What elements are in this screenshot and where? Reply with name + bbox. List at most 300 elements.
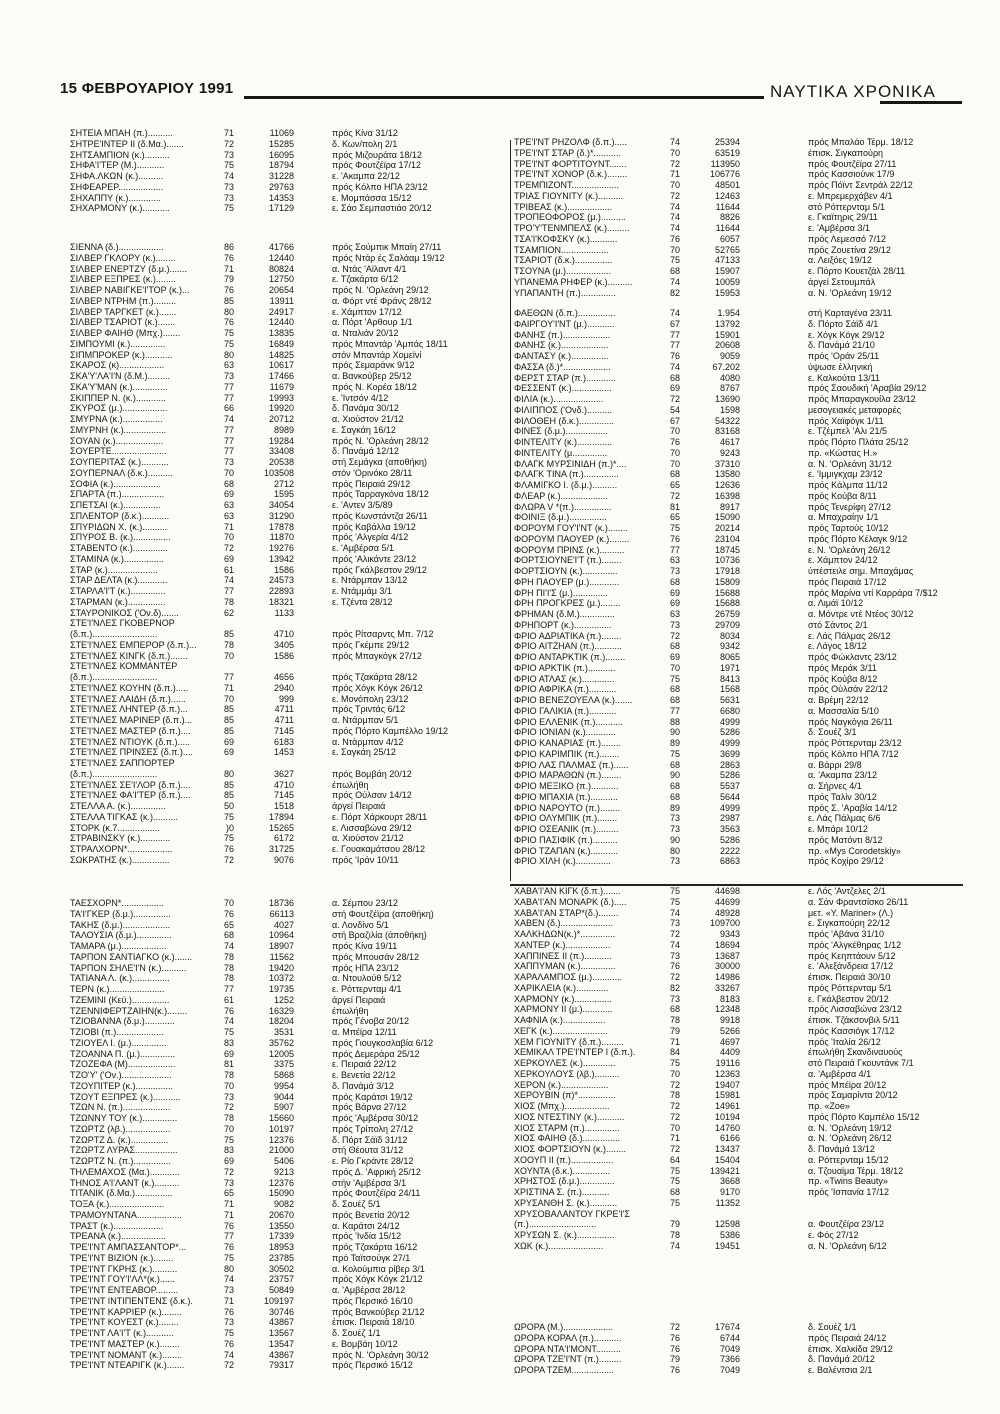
position-info: α. Σήρνες 4/1 — [808, 781, 862, 791]
position-info: έπωλήθη — [332, 779, 369, 790]
tonnage: 15688 — [714, 598, 740, 609]
tonnage: 18794 — [268, 160, 294, 171]
tonnage: 30746 — [268, 1306, 294, 1317]
build-year: 68 — [669, 266, 680, 276]
position-info: α. Φόρτ ντέ Φράνς 28/12 — [332, 295, 432, 306]
listing-row — [514, 1219, 954, 1230]
tonnage: 19284 — [268, 435, 294, 446]
vessel-name: ΣΟΥΕΡΤΕ...................... — [70, 446, 167, 457]
position-info: ε. Σάο Σεμπαστιάο 20/12 — [332, 203, 432, 214]
position-info: πρός Βενετία 20/12 — [332, 1209, 410, 1220]
vessel-name: ΦΡΙΟ ΠΑΣΙΦΙΚ (π.).......... — [514, 834, 618, 845]
vessel-name: ΦΛΑΜΙΓΚΟ Ι. (δ.μ.).......... — [514, 480, 618, 490]
vessel-name: ΦΡΗ ΠΙ'Ι'Σ (μ.).............. — [514, 587, 608, 598]
listing-row — [514, 1365, 954, 1376]
listing-row — [514, 641, 954, 652]
tonnage: 1598 — [719, 404, 740, 415]
listing-row — [514, 1144, 954, 1155]
vessel-name: ΧΡΙΣΤΙΝΑ Σ. (π.)........... — [514, 1187, 610, 1197]
build-year: 50 — [223, 801, 234, 811]
tonnage: 8917 — [719, 501, 740, 512]
tonnage: 1.954 — [717, 308, 740, 318]
position-info: πρός Κόλπο ΗΠΑ 7/12 — [808, 748, 899, 759]
build-year: 77 — [669, 329, 680, 340]
listing-row — [70, 242, 510, 253]
listing-row — [514, 223, 954, 234]
build-year: 69 — [669, 652, 680, 662]
listing-row — [514, 813, 954, 824]
vessel-name: ΦΡΙΟ ΟΣΕΑΝΙΚ (π.)......... — [514, 824, 619, 834]
listing-row — [70, 360, 510, 371]
position-info: πρός Πειραιά 24/12 — [808, 1332, 887, 1343]
listing-row — [70, 128, 510, 139]
vessel-name: ΣΙΛΒΕΡ ΕΞΠΡΕΣ (κ.)........ — [70, 274, 176, 285]
build-year: 67 — [669, 415, 680, 426]
listing-row — [70, 532, 510, 543]
vessel-name: ΩΡΟΡΑ ΝΤΑ'Ι'ΜΟΝΤ.......... — [514, 1343, 621, 1354]
build-year: 75 — [669, 1176, 680, 1187]
position-info: ε. Μομπάσσα 15/12 — [332, 192, 412, 203]
position-info: πρός Ν. 'Ορλεάνη 28/12 — [332, 435, 429, 446]
listing-row — [514, 609, 954, 620]
column-divider — [510, 140, 511, 881]
listing-row — [70, 1188, 510, 1199]
tonnage: 20670 — [268, 1209, 294, 1220]
tonnage: 16849 — [268, 338, 294, 349]
build-year: 73 — [669, 993, 680, 1004]
build-year: 68 — [223, 478, 234, 489]
build-year: 70 — [669, 447, 680, 458]
build-year: 71 — [669, 1133, 680, 1144]
tonnage: 15090 — [714, 512, 740, 523]
tonnage: 23104 — [714, 533, 740, 544]
build-year: 68 — [669, 781, 680, 791]
vessel-name: ΤΗΛΕΜΑΧΟΣ (Μα.)............ — [70, 1166, 180, 1177]
build-year: 74 — [669, 1240, 680, 1251]
listing-row — [514, 940, 954, 951]
listing-row — [70, 586, 510, 597]
tonnage: 5286 — [719, 834, 740, 845]
position-info: ε. 'Ιντσόν 4/12 — [332, 392, 389, 403]
listing-row — [514, 695, 954, 706]
tonnage: 3699 — [719, 748, 740, 759]
listing-row — [514, 459, 954, 470]
listing-row — [70, 253, 510, 264]
build-year: 79 — [669, 1354, 680, 1365]
build-year: 73 — [669, 824, 680, 834]
build-year: 61 — [223, 564, 234, 575]
vessel-name: ΣΟΦΙΑ (κ.)................... — [70, 478, 161, 489]
listing-row — [514, 824, 954, 835]
position-info: πρός Τζακάρτα 28/12 — [332, 672, 418, 682]
vessel-name: ΤΖΙΟΒΑΝΝΑ (δ.μ.)............ — [70, 1016, 175, 1027]
tonnage: 16398 — [714, 490, 740, 501]
tonnage: 10372 — [268, 973, 294, 984]
position-info: δ. Σουέζ 1/1 — [808, 1322, 857, 1332]
tonnage: 24573 — [268, 575, 294, 586]
tonnage: 18745 — [714, 544, 740, 555]
listing-row — [514, 319, 954, 330]
build-year: 90 — [669, 770, 680, 781]
vessel-name: ΤΡΕ'Ι'ΝΤ ΝΟΜΑΝΤ (κ.)........ — [70, 1349, 183, 1360]
build-year: 70 — [223, 898, 234, 908]
tonnage: 12750 — [268, 274, 294, 285]
position-info: πρός Λεμεσσό 7/12 — [808, 233, 887, 244]
tonnage: 19920 — [268, 403, 294, 414]
build-year: 78 — [223, 951, 234, 962]
vessel-name: ΣΤΕ'Ι'ΝΛΕΣ ΕΜΠΕΡΟΡ (δ.π.)... — [70, 639, 197, 650]
vessel-name: ΣΤΕ'Ι'ΝΛΕΣ ΚΟΜΜΑΝΤΕΡ — [70, 661, 178, 672]
tonnage: 20538 — [268, 457, 294, 467]
vessel-name: ΣΤΑΒΕΝΤΟ (κ.).............. — [70, 543, 168, 553]
tonnage: 17129 — [268, 203, 294, 214]
tonnage: 5537 — [719, 781, 740, 791]
position-info: ε. Χάμπτον 17/12 — [332, 306, 402, 317]
tonnage: 26759 — [714, 609, 740, 619]
listing-row — [514, 1080, 954, 1091]
tonnage: 15901 — [714, 329, 740, 340]
tonnage: 8413 — [719, 673, 740, 684]
tonnage: 11644 — [715, 201, 740, 212]
build-year: 69 — [223, 489, 234, 500]
vessel-name: ΦΡΙΟ ΓΑΛΙΚΙΑ (π.)........... — [514, 705, 617, 716]
build-year: 74 — [223, 171, 234, 181]
position-info: α. Ν. 'Ορλεάνη 26/12 — [808, 1133, 892, 1144]
tonnage: 31228 — [268, 171, 294, 181]
listing-row — [70, 758, 510, 769]
tonnage: 8767 — [719, 383, 740, 394]
tonnage: 1595 — [273, 489, 294, 500]
tonnage: 8065 — [719, 652, 740, 662]
position-info: πρός Ναγκόγια 26/11 — [808, 716, 893, 727]
listing-row — [70, 640, 510, 651]
listing-row — [514, 255, 954, 266]
vessel-name: ΤΡΑΜΟΥΝΤΑΝΑ.................. — [70, 1209, 182, 1220]
position-info: πρός Μπαλάο Τέρμ. 18/12 — [808, 137, 914, 147]
vessel-name: ΣΤΑΡ (κ.).................... — [70, 564, 158, 575]
tonnage: 14961 — [714, 1101, 740, 1111]
tonnage: 6172 — [273, 833, 294, 844]
tonnage: 19451 — [714, 1240, 740, 1251]
listing-row — [70, 629, 510, 640]
position-info: πρός Ζουετίνα 29/12 — [808, 244, 891, 255]
tonnage: 15809 — [714, 576, 740, 587]
tonnage: 9342 — [719, 641, 740, 652]
listing-row — [70, 1113, 510, 1124]
position-info: ε. Γουακαμάτσου 28/12 — [332, 844, 426, 854]
listing-row — [514, 972, 954, 983]
vessel-name: ΦΡΙΟ ΜΕΞΙΚΟ (π.)........... — [514, 781, 619, 791]
tonnage: 23757 — [268, 1274, 294, 1285]
build-year: 71 — [669, 1036, 680, 1047]
vessel-name: ΣΤΑΡΛΑ'Ι'Τ (κ.).............. — [70, 586, 166, 596]
build-year: 76 — [223, 1242, 234, 1252]
listing-row — [514, 846, 954, 857]
tonnage: 13911 — [269, 295, 294, 306]
build-year: 68 — [669, 791, 680, 802]
build-year: 72 — [669, 929, 680, 939]
tonnage: 9076 — [273, 854, 294, 865]
tonnage: 18953 — [268, 1242, 294, 1252]
build-year: 78 — [669, 1090, 680, 1101]
build-year: 79 — [223, 274, 234, 285]
listing-row — [514, 1026, 954, 1037]
build-year: 67 — [669, 318, 680, 329]
listing-row — [514, 663, 954, 674]
tonnage: 3375 — [273, 1059, 294, 1070]
position-info: άργεί Σετουμπάλ — [808, 276, 876, 287]
listing-row — [514, 1354, 954, 1365]
tonnage: 3627 — [273, 768, 294, 779]
listing-row — [514, 1322, 954, 1333]
tonnage: 4999 — [719, 716, 740, 727]
vessel-name: ΤΡΕ'Ι'ΝΤ ΙΝΤΙΠΕΝΤΕΝΣ (δ.κ.). — [70, 1295, 193, 1306]
vessel-name: ΤΖΩΝ Ν. (π.)................... — [70, 1102, 171, 1113]
build-year: 72 — [223, 138, 234, 149]
vessel-name: ΤΖΟΖΕΦΑ (Μ)................... — [70, 1059, 176, 1070]
build-year: 76 — [669, 437, 680, 447]
position-info: ε. Χόγκ Κόγκ 29/12 — [808, 329, 885, 340]
listing-row — [70, 790, 510, 801]
build-year: 76 — [669, 351, 680, 361]
position-info: δ. Πανάμά 12/12 — [332, 446, 399, 457]
vessel-name: ΤΗΝΟΣ Α'Ι'ΛΑΝΤ (κ.).......... — [70, 1177, 180, 1188]
vessel-name: ΦΟΡΟΥΜ ΠΡΙΝΣ (κ.).......... — [514, 544, 625, 555]
position-info: πρός Πόρτο Πλάτα 25/12 — [808, 437, 909, 447]
build-year: 76 — [223, 317, 234, 328]
listing-row — [70, 747, 510, 758]
build-year: 75 — [223, 811, 234, 822]
vessel-name: ΦΑΝΗΣ (π.)................... — [514, 329, 611, 340]
build-year: 75 — [669, 896, 680, 907]
vessel-name: ΧΑΡΑΛΑΜΠΟΣ (μ.)............ — [514, 972, 623, 982]
tonnage: 12440 — [268, 317, 294, 328]
position-info: πρός Κούβα 8/12 — [808, 673, 878, 684]
build-year: 79 — [669, 1219, 680, 1230]
listing-row — [514, 362, 954, 373]
tonnage: 10617 — [268, 360, 294, 371]
vessel-name: ΧΕΓΚ (κ.)...................... — [514, 1025, 608, 1036]
tonnage: 15660 — [268, 1113, 294, 1123]
listing-row — [514, 405, 954, 416]
vessel-name: ΧΑΒΑ'Ι'ΑΝ ΣΤΑΡ*(δ.)........ — [514, 907, 619, 918]
tonnage: 13550 — [268, 1220, 294, 1231]
vessel-name: ΦΙΛΙΠΠΟΣ ('Ονδ.).......... — [514, 404, 612, 415]
tonnage: 20214 — [714, 523, 740, 533]
vessel-name: ΣΜΥΡΝΗ (κ.)................. — [70, 424, 167, 435]
build-year: 76 — [669, 1343, 680, 1354]
vessel-name: ΤΑΤΙΑΝΑ Λ. (κ.)............... — [70, 973, 170, 984]
tonnage: 103508 — [263, 467, 294, 478]
listing-row — [514, 951, 954, 962]
listing-row — [70, 930, 510, 941]
tonnage: 17674 — [714, 1322, 740, 1332]
tonnage: 2940 — [273, 682, 294, 693]
build-year: 78 — [223, 1113, 234, 1123]
vessel-name: ΣΟΥΑΝ (κ.)................... — [70, 435, 164, 446]
build-year: 73 — [223, 1177, 234, 1188]
position-info: πρός Γένοβα 20/12 — [332, 1016, 410, 1027]
vessel-name: ΤΟΞΑ (κ.)...................... — [70, 1199, 165, 1209]
vessel-name: ΧΕΜΙΚΑΛ ΤΡΕ'Ι'ΝΤΕΡ Ι (δ.π.). — [514, 1047, 636, 1058]
position-info: δ. Πανάμά 3/12 — [332, 1080, 394, 1091]
listing-row — [70, 1135, 510, 1146]
tonnage: 7366 — [719, 1354, 740, 1365]
section-block — [514, 1322, 954, 1376]
build-year: 85 — [223, 629, 234, 639]
tonnage: 29709 — [714, 619, 740, 630]
build-year: 78 — [223, 596, 234, 607]
position-info: α. Σέμπου 23/12 — [332, 898, 398, 908]
position-info: πρός Φουτζέϊρα 27/11 — [808, 158, 897, 169]
build-year: 68 — [669, 1004, 680, 1015]
build-year: 72 — [669, 490, 680, 501]
position-info: πρ. «Twins Beauty» — [808, 1176, 888, 1187]
vessel-name: ΣΤΕ'Ι'ΝΛΕΣ ΚΙΝΓΚ (δ.π.)....... — [70, 650, 188, 661]
vessel-name: ΦΡΙΟ ΝΑΡΟΥΤΟ (π.)........ — [514, 802, 620, 813]
vessel-name: ΤΙΤΑΝΙΚ (δ.Μα.)............... — [70, 1188, 173, 1199]
tonnage: 44699 — [714, 896, 740, 907]
tonnage: 8989 — [273, 424, 294, 435]
position-info: πρός Ταλίν 30/12 — [808, 791, 877, 802]
tonnage: 6863 — [719, 856, 740, 867]
tonnage: 12636 — [714, 480, 740, 490]
listing-row — [514, 469, 954, 480]
tonnage: 15981 — [714, 1090, 740, 1101]
position-info: ε. 'Αλεξάνδρεια 17/12 — [808, 961, 894, 972]
issue-date: 15 ΦΕΒΡΟΥΑΡΙΟΥ 1991 — [60, 80, 234, 97]
build-year: 63 — [223, 510, 234, 521]
position-info: α. Βρέμη 22/12 — [808, 695, 869, 705]
listing-row — [70, 844, 510, 855]
build-year: 63 — [669, 609, 680, 619]
vessel-name: ΣΤΕ'Ι'ΝΛΕΣ ΜΑΣΤΕΡ (δ.π.).... — [70, 725, 191, 736]
listing-row — [514, 1166, 954, 1177]
build-year: 68 — [669, 684, 680, 695]
listing-row — [514, 620, 954, 631]
vessel-name: ΦΡΙΟ ΑΔΡΙΑΤΙΚΑ (π.)........ — [514, 630, 622, 641]
listing-row — [70, 403, 510, 414]
vessel-name: ΣΠΥΡΙΔΩΝ Χ. (κ.).......... — [70, 521, 168, 532]
vessel-name: ΤΡΕ'Ι'ΝΤ ΣΤΑΡ (δ.)*........... — [514, 147, 622, 158]
tonnage: 67.202 — [712, 361, 740, 372]
listing-row — [70, 1296, 510, 1307]
tonnage: 12363 — [714, 1068, 740, 1079]
position-info: έπωλήθη — [332, 1005, 369, 1016]
build-year: 83 — [223, 1145, 234, 1156]
build-year: 76 — [669, 533, 680, 544]
tonnage: 1133 — [274, 607, 294, 618]
build-year: 71 — [223, 128, 234, 138]
tonnage: 8183 — [719, 993, 740, 1004]
vessel-name: ΦΡΙΟ ΑΡΚΤΙΚ (π.)........... — [514, 662, 616, 673]
vessel-name: ΤΑΛΟΥΣΙΑ (δ.μ.).............. — [70, 930, 172, 941]
listing-row — [514, 1241, 954, 1252]
build-year: 73 — [223, 1285, 234, 1295]
position-info: πρ. «Κώστας Η.» — [808, 447, 878, 458]
listing-row — [514, 308, 954, 319]
tonnage: 3405 — [273, 639, 294, 650]
build-year: 72 — [223, 1102, 234, 1113]
build-year: 73 — [223, 149, 234, 160]
tonnage: 113950 — [710, 158, 740, 169]
listing-row — [514, 394, 954, 405]
listing-row — [514, 545, 954, 556]
vessel-name: ΣΜΥΡΝΑ (κ.)................ — [70, 414, 163, 424]
vessel-name: ΦΡΗ ΠΡΟΓΚΡΕΣ (μ.)........ — [514, 598, 621, 609]
listing-row — [514, 1155, 954, 1166]
build-year: 63 — [223, 360, 234, 371]
tonnage: 8034 — [719, 630, 740, 641]
position-info: πρός Φώκλαντς 23/12 — [808, 652, 897, 662]
build-year: 77 — [669, 544, 680, 555]
tonnage: 19420 — [268, 962, 294, 973]
tonnage: 48501 — [714, 180, 740, 190]
build-year: 74 — [669, 276, 680, 287]
build-year: 74 — [669, 907, 680, 918]
listing-row — [514, 727, 954, 738]
listing-row — [70, 1285, 510, 1296]
build-year: 69 — [223, 1156, 234, 1166]
tonnage: 5907 — [273, 1102, 294, 1113]
listing-row — [70, 1145, 510, 1156]
build-year: 77 — [223, 586, 234, 596]
tonnage: 1568 — [719, 684, 740, 695]
tonnage: 13792 — [714, 318, 740, 329]
tonnage: 47133 — [714, 255, 740, 266]
vessel-name: ΣΙΛΒΕΡ ΤΣΑΡΙΟΤ (κ.)....... — [70, 317, 176, 328]
build-year: 71 — [223, 263, 234, 274]
build-year: 70 — [669, 426, 680, 437]
tonnage: 52765 — [714, 244, 740, 255]
position-info: ε. Φός 27/12 — [808, 1230, 859, 1240]
vessel-name: ΦΡΙΟ ΜΠΑΧΙΑ (π.)........... — [514, 791, 618, 802]
listing-row — [514, 1209, 954, 1220]
listing-row — [70, 554, 510, 565]
vessel-name: ΤΕΡΝ (κ.)...................... — [70, 984, 165, 994]
tonnage: 14825 — [268, 349, 294, 360]
page-header — [58, 80, 962, 110]
build-year: 71 — [669, 169, 680, 180]
build-year: 71 — [223, 1295, 234, 1306]
vessel-name: ΧΑΦΝΙΑ (κ.)................. — [514, 1015, 606, 1025]
build-year: 75 — [223, 338, 234, 349]
vessel-name: ΤΡΕ'Ι'ΝΤ ΚΟΥΕΣΤ (κ.)........ — [70, 1317, 179, 1328]
tonnage: 54322 — [714, 415, 740, 426]
tonnage: 80824 — [268, 263, 294, 274]
listing-row — [514, 760, 954, 771]
position-info: πρός Κούβα 8/11 — [808, 490, 877, 501]
listing-row — [70, 608, 510, 619]
build-year: 68 — [669, 372, 680, 383]
tonnage: 35762 — [268, 1037, 294, 1048]
vessel-name: ΦΑΝΤΑΣΥ (κ.)............... — [514, 351, 609, 361]
listing-row — [514, 277, 954, 288]
build-year: 77 — [223, 392, 234, 403]
position-info: ε. 'Αντεν 3/5/89 — [332, 500, 393, 510]
position-info: πρός Δεμεράρα 25/12 — [332, 1048, 420, 1059]
tonnage: 19993 — [268, 392, 294, 403]
vessel-name: ΦΑΕΘΩΝ (δ.π.)............... — [514, 308, 616, 318]
position-info: δ. Πόρτ Σάϊδ 31/12 — [332, 1134, 408, 1145]
build-year: 85 — [223, 779, 234, 790]
vessel-name: ΤΡΕ'Ι'ΝΤ ΕΝΤΕΑΒΟΡ......... — [70, 1285, 179, 1295]
tonnage: 14353 — [268, 192, 294, 203]
vessel-name: ΦΡΙΟ ΙΟΝΙΑΝ (κ.)............ — [514, 727, 616, 738]
vessel-name: ΣΚΑ'Υ'ΜΑΝ (κ.).............. — [70, 381, 168, 392]
position-info: ε. Καλκούτα 13/11 — [808, 372, 880, 383]
build-year: 73 — [223, 1317, 234, 1328]
